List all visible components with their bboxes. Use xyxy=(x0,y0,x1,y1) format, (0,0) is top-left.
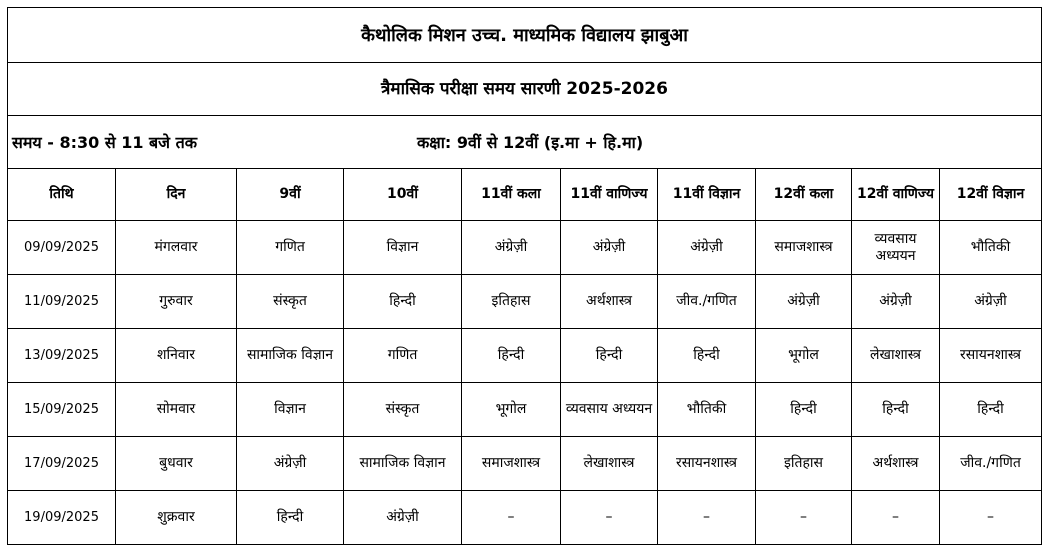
table-row xyxy=(8,383,1042,437)
subject-cell: अंग्रेज़ी xyxy=(237,437,344,491)
subject-cell: विज्ञान xyxy=(237,383,344,437)
subject-cell: लेखाशास्त्र xyxy=(561,437,658,491)
subject-cell: हिन्दी xyxy=(756,383,852,437)
date-cell: 13/09/2025 xyxy=(8,329,116,383)
subject-cell: जीव./गणित xyxy=(940,437,1042,491)
exam-timetable xyxy=(7,7,1042,545)
subject-cell: गणित xyxy=(237,221,344,275)
subject-cell: अंग्रेज़ी xyxy=(462,221,561,275)
table-row xyxy=(8,275,1042,329)
subject-cell: भौतिकी xyxy=(658,383,756,437)
day-cell: गुरुवार xyxy=(116,275,237,329)
col-header-day: दिन xyxy=(116,169,237,221)
subject-cell: अर्थशास्त्र xyxy=(561,275,658,329)
subject-cell: भूगोल xyxy=(462,383,561,437)
day-cell: बुधवार xyxy=(116,437,237,491)
subject-cell: – xyxy=(658,491,756,545)
col-header-12-commerce: 12वीं वाणिज्य xyxy=(852,169,940,221)
subject-cell: इतिहास xyxy=(462,275,561,329)
subject-cell: भौतिकी xyxy=(940,221,1042,275)
subject-cell: हिन्दी xyxy=(344,275,462,329)
subject-cell: – xyxy=(462,491,561,545)
day-cell: शुक्रवार xyxy=(116,491,237,545)
subject-cell: अंग्रेज़ी xyxy=(561,221,658,275)
class-range: कक्षा: 9वीं से 12वीं (इ.मा + हि.मा) xyxy=(417,132,644,152)
subject-cell: व्यवसाय अध्ययन xyxy=(561,383,658,437)
subject-cell: जीव./गणित xyxy=(658,275,756,329)
subject-cell: अंग्रेज़ी xyxy=(344,491,462,545)
table-row xyxy=(8,437,1042,491)
date-cell: 17/09/2025 xyxy=(8,437,116,491)
subject-cell: हिन्दी xyxy=(237,491,344,545)
col-header-12-science: 12वीं विज्ञान xyxy=(940,169,1042,221)
subject-cell: इतिहास xyxy=(756,437,852,491)
subject-cell: गणित xyxy=(344,329,462,383)
subject-cell: अंग्रेज़ी xyxy=(852,275,940,329)
col-header-11-commerce: 11वीं वाणिज्य xyxy=(561,169,658,221)
subject-cell: – xyxy=(561,491,658,545)
info-cell xyxy=(8,116,1042,169)
title-row xyxy=(8,8,1042,63)
subject-cell: – xyxy=(852,491,940,545)
subject-cell: सामाजिक विज्ञान xyxy=(344,437,462,491)
subject-cell: रसायनशास्त्र xyxy=(658,437,756,491)
subject-cell: संस्कृत xyxy=(344,383,462,437)
subject-cell: विज्ञान xyxy=(344,221,462,275)
info-row xyxy=(8,116,1042,169)
subject-cell: हिन्दी xyxy=(462,329,561,383)
subject-cell: हिन्दी xyxy=(852,383,940,437)
day-cell: मंगलवार xyxy=(116,221,237,275)
school-title: कैथोलिक मिशन उच्च. माध्यमिक विद्यालय झाबुआ xyxy=(8,8,1042,63)
subject-cell: अर्थशास्त्र xyxy=(852,437,940,491)
day-cell: शनिवार xyxy=(116,329,237,383)
day-cell: सोमवार xyxy=(116,383,237,437)
subject-cell: हिन्दी xyxy=(658,329,756,383)
subject-cell: रसायनशास्त्र xyxy=(940,329,1042,383)
subject-cell: हिन्दी xyxy=(561,329,658,383)
date-cell: 11/09/2025 xyxy=(8,275,116,329)
col-header-11-science: 11वीं विज्ञान xyxy=(658,169,756,221)
subject-cell: समाजशास्त्र xyxy=(462,437,561,491)
subject-cell: सामाजिक विज्ञान xyxy=(237,329,344,383)
table-row xyxy=(8,491,1042,545)
col-header-11-arts: 11वीं कला xyxy=(462,169,561,221)
exam-title: त्रैमासिक परीक्षा समय सारणी 2025-2026 xyxy=(8,63,1042,116)
table-row xyxy=(8,221,1042,275)
date-cell: 09/09/2025 xyxy=(8,221,116,275)
subject-cell: समाजशास्त्र xyxy=(756,221,852,275)
subject-cell: संस्कृत xyxy=(237,275,344,329)
subject-cell: व्यवसाय अध्ययन xyxy=(852,221,940,275)
date-cell: 15/09/2025 xyxy=(8,383,116,437)
col-header-class-9: 9वीं xyxy=(237,169,344,221)
subject-cell: अंग्रेज़ी xyxy=(658,221,756,275)
table-row xyxy=(8,329,1042,383)
subject-cell: हिन्दी xyxy=(940,383,1042,437)
subtitle-row xyxy=(8,63,1042,116)
subject-cell: – xyxy=(756,491,852,545)
header-row xyxy=(8,169,1042,221)
date-cell: 19/09/2025 xyxy=(8,491,116,545)
subject-cell: अंग्रेज़ी xyxy=(940,275,1042,329)
subject-cell: लेखाशास्त्र xyxy=(852,329,940,383)
exam-time: समय - 8:30 से 11 बजे तक xyxy=(12,132,198,152)
subject-cell: अंग्रेज़ी xyxy=(756,275,852,329)
col-header-class-10: 10वीं xyxy=(344,169,462,221)
col-header-date: तिथि xyxy=(8,169,116,221)
subject-cell: भूगोल xyxy=(756,329,852,383)
col-header-12-arts: 12वीं कला xyxy=(756,169,852,221)
subject-cell: – xyxy=(940,491,1042,545)
